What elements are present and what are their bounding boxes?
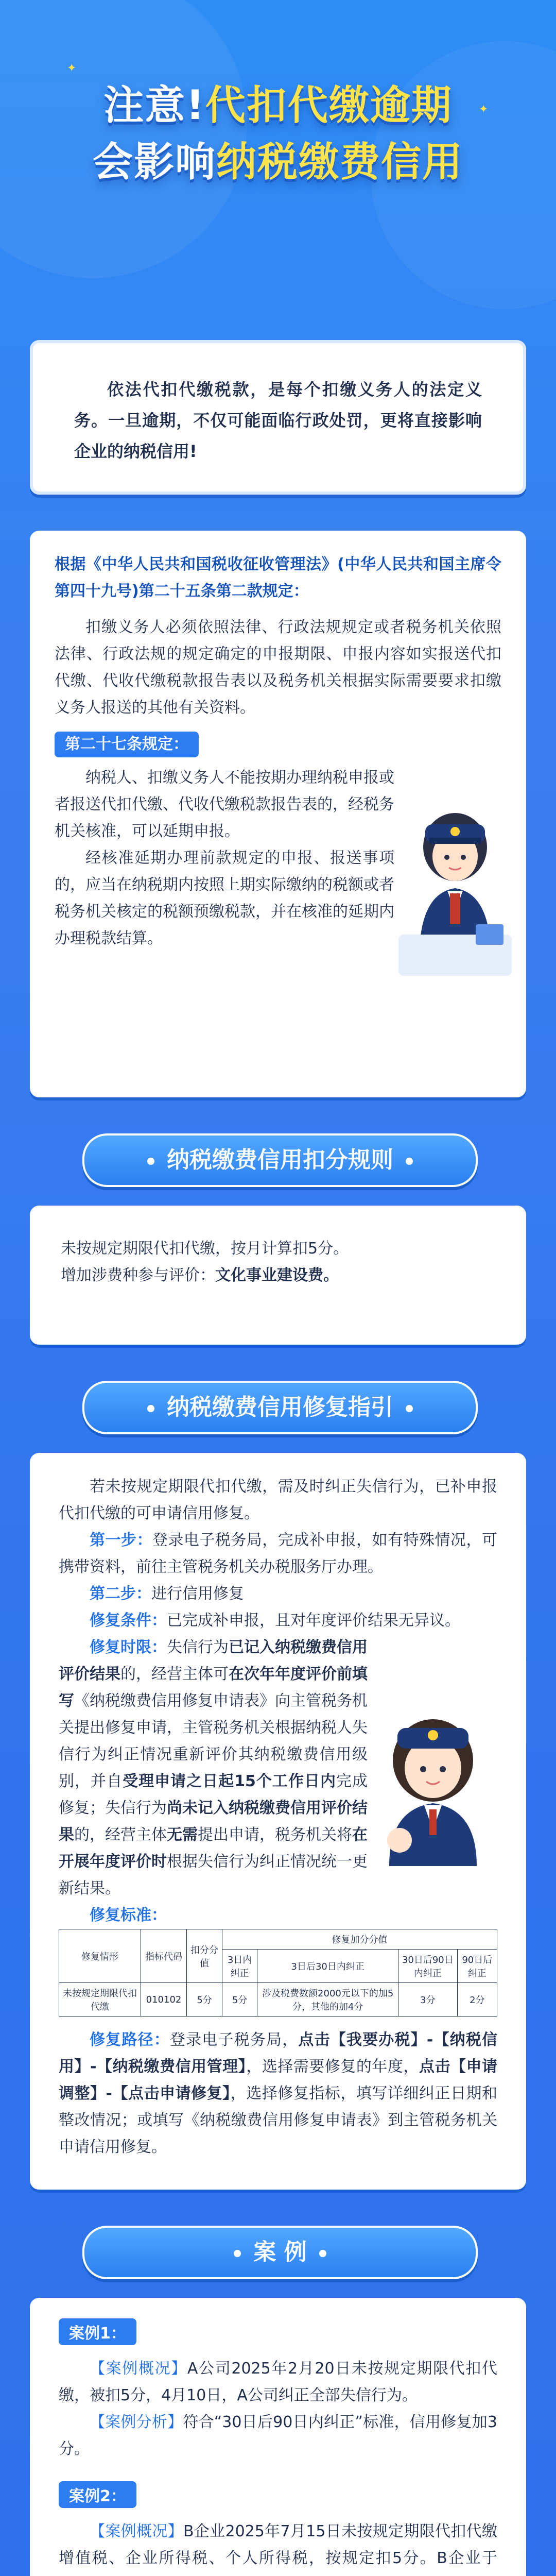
case-text: 符合“30日后90日内纠正”标准，信用修复加3分。 <box>59 2413 497 2458</box>
timelimit-text: 完成修复；失信行为 <box>59 1772 368 1817</box>
table-cell: 010102 <box>141 1983 187 2016</box>
path-text: 登录电子税务局， <box>169 2031 299 2049</box>
law-card <box>30 531 526 1097</box>
table-header: 指标代码 <box>141 1929 187 1983</box>
ribbon-dot <box>147 1405 154 1412</box>
timelimit-bold: 在次年年度评价前填写 <box>59 1665 368 1710</box>
table-cell: 5分 <box>187 1983 222 2016</box>
deduction-line: 未按规定期限代扣代缴，按月计算扣5分。 <box>61 1240 349 1258</box>
timelimit-text: 《纳税缴费信用修复申请表》向主管税务机关提出修复申请，主管税务机关根据纳税人失信行为纠正情况重新评价其纳税缴费信用级别，并自 <box>59 1692 368 1790</box>
timelimit-bold: 已记入纳税缴费信用评价结果 <box>59 1638 368 1683</box>
cases-card <box>30 2298 526 2576</box>
law-paragraph: 纳税人、扣缴义务人不能按期办理纳税申报或者报送代扣代缴、代收代缴税款报告表的，经税务机关核准，可以延期申报。 <box>55 769 394 840</box>
article-tag <box>55 732 501 757</box>
step-label: 第一步： <box>90 1531 152 1549</box>
step-text: 登录电子税务局，完成补申报，如有特殊情况，可携带资料，前往主管税务机关办税服务厅办理。 <box>59 1531 498 1576</box>
case-tag <box>59 2481 497 2508</box>
law-header: 根据《中华人民共和国税收征收管理法》(中华人民共和国主席令第四十九号)第二十五条第二款规定： <box>55 555 501 600</box>
table-header: 修复情形 <box>59 1929 141 1983</box>
tax-officer-illustration <box>398 806 512 976</box>
title-highlight: 纳税缴费信用 <box>216 139 464 185</box>
case-label: 【案例分析】 <box>90 2413 183 2431</box>
table-header: 修复加分分值 <box>222 1929 497 1950</box>
section-ribbon-cases <box>82 2226 478 2279</box>
repair-standard-label <box>59 1902 497 1929</box>
timelimit-bold: 在开展年度评价时 <box>59 1826 368 1871</box>
repair-card <box>30 1453 526 2190</box>
case-label: 【案例概况】 <box>90 2522 183 2540</box>
ribbon-label: 纳税缴费信用修复指引 <box>167 1394 393 1420</box>
table-header: 90日后纠正 <box>457 1950 497 1983</box>
case-paragraph <box>59 2355 497 2409</box>
path-label: 修复路径： <box>90 2031 170 2049</box>
repair-standard-table <box>59 1929 497 2016</box>
repair-path <box>59 2027 497 2161</box>
timelimit-text: 失信行为 <box>167 1638 229 1656</box>
ribbon-label: 纳税缴费信用扣分规则 <box>167 1147 393 1173</box>
table-cell: 3分 <box>398 1983 458 2016</box>
article-tag-label: 第二十七条规定： <box>55 732 199 757</box>
ribbon-dot <box>406 1405 413 1412</box>
case-text: A公司2025年2月20日未按规定期限代扣代缴，被扣5分，4月10日，A公司纠正全部失信行为。 <box>59 2360 498 2404</box>
table-cell: 涉及税费数额2000元以下的加5分，其他的加4分 <box>257 1983 398 2016</box>
table-cell: 未按规定期限代扣代缴 <box>59 1983 141 2016</box>
table-header: 3日内纠正 <box>222 1950 257 1983</box>
section-ribbon-deduction <box>82 1133 478 1187</box>
ribbon-dot <box>147 1158 154 1165</box>
ribbon-label: 案 例 <box>253 2239 307 2265</box>
table-header: 3日后30日内纠正 <box>257 1950 398 1983</box>
intro-card <box>30 340 526 495</box>
tax-officer-woman-illustration <box>363 1711 502 1866</box>
path-bold: 点击【我要办税】-【纳税信用】-【纳税缴费信用管理】 <box>59 2031 498 2076</box>
timelimit-bold: 受理申请之日起15个工作日内 <box>123 1772 336 1790</box>
table-cell: 5分 <box>222 1983 257 2016</box>
repair-timelimit <box>59 1634 368 1902</box>
section-ribbon-repair <box>82 1381 478 1434</box>
condition-text: 已完成补申报，且对年度评价结果无异议。 <box>167 1612 460 1630</box>
path-text: ，选择需要修复的年度， <box>246 2058 419 2076</box>
timelimit-text: 的，经营主体 <box>74 1826 167 1844</box>
timelimit-bold: 无需 <box>167 1826 198 1844</box>
path-text: ，选择修复指标，填写详细纠正日期和整改情况；或填写《纳税缴费信用修复申请表》到主管税务机关申请信用修复。 <box>59 2084 497 2156</box>
page-title <box>0 77 556 191</box>
case-tag <box>59 2318 497 2345</box>
deduction-card <box>30 1206 526 1345</box>
case-paragraph <box>59 2518 497 2576</box>
ribbon-dot <box>234 2250 241 2257</box>
case-text: B企业2025年7月15日未按规定期限代扣代缴增值税、企业所得税、个人所得税，按规定扣5分。B企业于 <box>59 2522 497 2567</box>
table-header: 扣分分值 <box>187 1929 222 1983</box>
ribbon-dot <box>319 2250 326 2257</box>
law-paragraph: 扣缴义务人必须依照法律、行政法规规定或者税务机关依照法律、行政法规的规定确定的申报期限、申报内容如实报送代扣代缴、代收代缴税款报告表以及税务机关根据实际需要要求扣缴义务人报送的其他有关资料。 <box>55 618 501 717</box>
title-highlight: 代扣代缴逾期 <box>205 82 453 129</box>
case-label: 【案例概况】 <box>90 2360 187 2378</box>
repair-intro: 若未按规定期限代扣代缴，需及时纠正失信行为，已补申报代扣代缴的可申请信用修复。 <box>59 1478 497 1522</box>
standard-label: 修复标准： <box>90 1906 167 1924</box>
table-row <box>59 1983 497 2016</box>
repair-step1 <box>59 1527 497 1581</box>
table-cell: 2分 <box>457 1983 497 2016</box>
table-header: 30日后90日内纠正 <box>398 1950 458 1983</box>
case-tag-label: 案例1： <box>59 2318 136 2345</box>
repair-step2 <box>59 1581 497 1607</box>
title-prefix: 会影响 <box>92 139 216 185</box>
case-paragraph <box>59 2409 497 2463</box>
step-label: 第二步： <box>90 1585 151 1603</box>
repair-condition <box>59 1607 497 1634</box>
sparkle-icon: ✦ <box>479 103 489 116</box>
deduction-line-bold: 文化事业建设费。 <box>215 1266 339 1284</box>
path-bold: 点击【申请调整】-【点击申请修复】 <box>59 2058 498 2103</box>
title-prefix: 注意! <box>103 82 205 129</box>
case-tag-label: 案例2： <box>59 2481 136 2508</box>
step-text: 进行信用修复 <box>151 1585 244 1603</box>
timelimit-bold: 尚未记入纳税缴费信用评价结果 <box>59 1799 368 1844</box>
condition-label: 修复条件： <box>90 1612 167 1630</box>
timelimit-text: 的，经营主体可 <box>120 1665 229 1683</box>
deduction-line-prefix: 增加涉费种参与评价： <box>61 1266 215 1284</box>
timelimit-label: 修复时限： <box>90 1638 167 1656</box>
ribbon-dot <box>406 1158 413 1165</box>
hero-banner <box>0 0 556 309</box>
sparkle-icon: ✦ <box>67 62 77 75</box>
timelimit-text: 提出申请，税务机关将 <box>198 1826 352 1844</box>
intro-text: 依法代扣代缴税款，是每个扣缴义务人的法定义务。一旦逾期，不仅可能面临行政处罚，更将直接影响企业的纳税信用! <box>74 380 482 461</box>
timelimit-text: 根据失信行为纠正情况统一更新结果。 <box>59 1853 368 1897</box>
law-paragraph: 经核准延期办理前款规定的申报、报送事项的，应当在纳税期内按照上期实际缴纳的税额或者税务机关核定的税额预缴税款，并在核准的延期内办理税款结算。 <box>55 849 394 947</box>
deduction-line <box>61 1262 495 1289</box>
